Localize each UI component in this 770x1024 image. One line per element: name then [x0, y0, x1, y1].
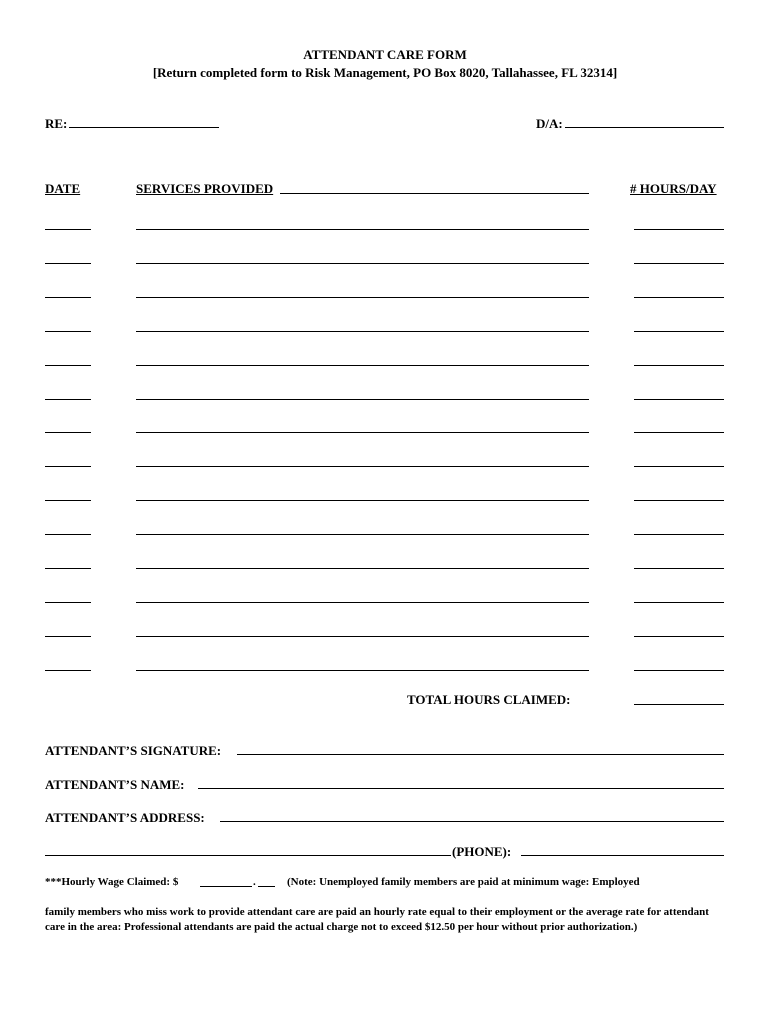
date-entry-field[interactable]	[45, 297, 91, 298]
hours-entry-field[interactable]	[634, 568, 724, 569]
address-field[interactable]	[220, 821, 724, 822]
services-entry-field[interactable]	[136, 636, 589, 637]
services-entry-field[interactable]	[136, 365, 589, 366]
date-entry-field[interactable]	[45, 399, 91, 400]
form-title: ATTENDANT CARE FORM	[303, 47, 467, 62]
re-label: RE:	[45, 116, 68, 131]
address-label: ATTENDANT’S ADDRESS:	[45, 810, 205, 825]
date-entry-field[interactable]	[45, 534, 91, 535]
address-line-2-field[interactable]	[45, 855, 451, 856]
hours-entry-field[interactable]	[634, 365, 724, 366]
hours-entry-field[interactable]	[634, 466, 724, 467]
form-subtitle: [Return completed form to Risk Management, PO Box 8020, Tallahassee, FL 32314]	[152, 65, 618, 80]
hours-entry-field[interactable]	[634, 636, 724, 637]
hours-entry-field[interactable]	[634, 263, 724, 264]
hours-entry-field[interactable]	[634, 229, 724, 230]
services-entry-field[interactable]	[136, 331, 589, 332]
services-entry-field[interactable]	[136, 297, 589, 298]
date-entry-field[interactable]	[45, 263, 91, 264]
date-entry-field[interactable]	[45, 602, 91, 603]
services-entry-field[interactable]	[136, 568, 589, 569]
hours-entry-field[interactable]	[634, 500, 724, 501]
hours-entry-field[interactable]	[634, 602, 724, 603]
da-label: D/A:	[536, 116, 563, 131]
wage-note-text: family members who miss work to provide attendant care are paid an hourly rate equal to their employment or the average rate for attendant care in the area: Professional attendants are paid the actual charge not to exceed $12.50 per hour without prior authorization.)	[45, 906, 709, 933]
services-entry-field[interactable]	[136, 432, 589, 433]
phone-label: (PHONE):	[452, 844, 512, 859]
signature-label: ATTENDANT’S SIGNATURE:	[45, 743, 222, 758]
name-label: ATTENDANT’S NAME:	[45, 777, 185, 792]
date-entry-field[interactable]	[45, 365, 91, 366]
hours-entry-field[interactable]	[634, 331, 724, 332]
wage-cents-field[interactable]	[258, 886, 275, 887]
services-entry-field[interactable]	[136, 534, 589, 535]
da-field[interactable]	[565, 127, 724, 128]
signature-field[interactable]	[237, 754, 724, 755]
wage-decimal-point: .	[253, 876, 256, 888]
services-entry-field[interactable]	[136, 670, 589, 671]
hours-column-header: # HOURS/DAY	[630, 181, 717, 196]
wage-note-start: (Note: Unemployed family members are paid at minimum wage: Employed	[287, 876, 640, 888]
services-entry-field[interactable]	[136, 500, 589, 501]
date-entry-field[interactable]	[45, 670, 91, 671]
phone-field[interactable]	[521, 855, 724, 856]
hours-entry-field[interactable]	[634, 399, 724, 400]
date-entry-field[interactable]	[45, 331, 91, 332]
date-entry-field[interactable]	[45, 500, 91, 501]
hourly-wage-label: ***Hourly Wage Claimed: $	[45, 876, 179, 888]
services-entry-field[interactable]	[136, 399, 589, 400]
hours-entry-field[interactable]	[634, 534, 724, 535]
services-entry-field[interactable]	[136, 263, 589, 264]
services-entry-field[interactable]	[136, 466, 589, 467]
services-entry-field[interactable]	[136, 229, 589, 230]
total-hours-label: TOTAL HOURS CLAIMED:	[407, 692, 571, 707]
services-header-rule	[280, 193, 589, 194]
services-column-header: SERVICES PROVIDED	[136, 181, 274, 196]
services-entry-field[interactable]	[136, 602, 589, 603]
date-entry-field[interactable]	[45, 636, 91, 637]
wage-dollars-field[interactable]	[200, 886, 252, 887]
date-entry-field[interactable]	[45, 568, 91, 569]
date-entry-field[interactable]	[45, 466, 91, 467]
date-entry-field[interactable]	[45, 229, 91, 230]
hours-entry-field[interactable]	[634, 432, 724, 433]
hours-entry-field[interactable]	[634, 670, 724, 671]
date-column-header: DATE	[45, 181, 81, 196]
hours-entry-field[interactable]	[634, 297, 724, 298]
date-entry-field[interactable]	[45, 432, 91, 433]
re-field[interactable]	[69, 127, 219, 128]
total-hours-field[interactable]	[634, 704, 724, 705]
name-field[interactable]	[198, 788, 724, 789]
